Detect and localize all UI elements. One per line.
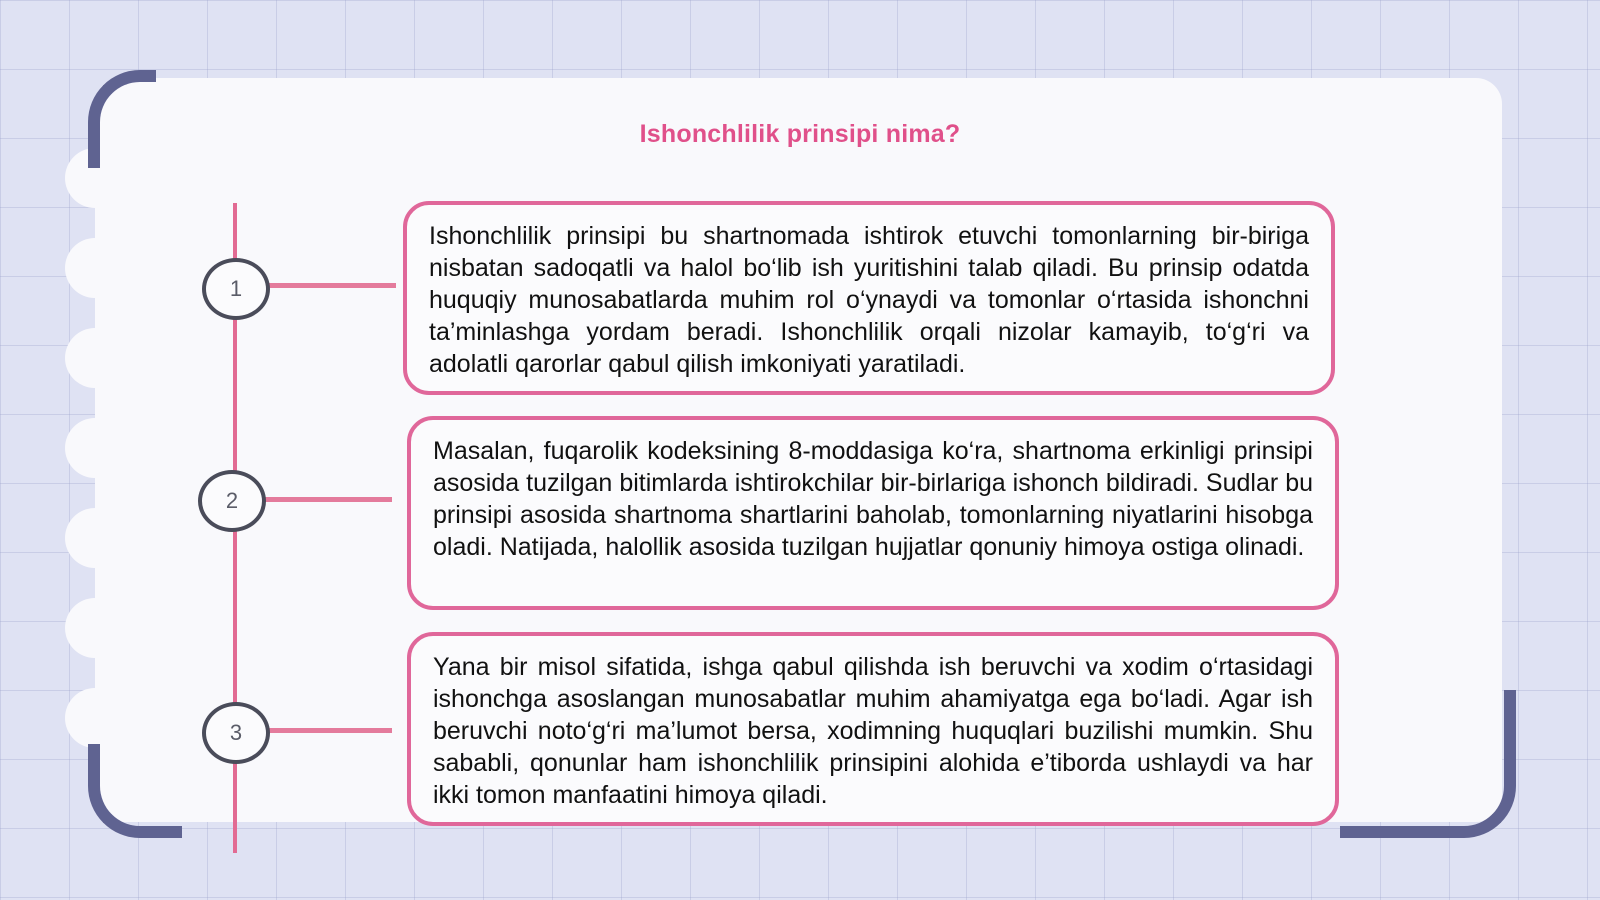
text-box-2: Masalan, fuqarolik kodeksining 8-moddasiga ko‘ra, shartnoma erkinligi prinsipi asosida tuzilgan bitimlarda ishtirokchilar bir-birlariga ishonch bildiradi. Sudlar bu prinsipi asosida shartnoma shartlarini baholab, tomonlarning niyatlarini hisobga oladi. Natijada, halollik asosida tuzilgan hujjatlar qonuniy himoya ostiga olinadi.: [407, 416, 1339, 610]
scallop-edge: [65, 688, 125, 748]
scallop-edge: [65, 418, 125, 478]
frame-corner-bottom-right: [1340, 690, 1516, 838]
text-box-3: Yana bir misol sifatida, ishga qabul qilishda ish beruvchi va xodim o‘rtasidagi ishonchga asoslangan munosabatlar muhim ahamiyatga ega bo‘ladi. Agar ish beruvchi noto‘g‘ri ma’lumot bersa, xodimning huquqlari buzilishi mumkin. Shu sababli, qonunlar ham ishonchlilik prinsipini alohida e’tiborda ushlaydi va har ikki tomon manfaatini himoya qiladi.: [407, 632, 1339, 826]
frame-corner-bottom-left: [88, 744, 182, 838]
scallop-edge: [65, 328, 125, 388]
step-number-2: 2: [198, 470, 266, 532]
scallop-edge: [65, 508, 125, 568]
slide-title: Ishonchlilik prinsipi nima?: [639, 120, 961, 148]
scallop-edge: [65, 598, 125, 658]
timeline-connector: [262, 497, 392, 502]
timeline-connector: [266, 283, 396, 288]
step-number-3: 3: [202, 702, 270, 764]
timeline-connector: [266, 728, 392, 733]
scallop-edge: [65, 238, 125, 298]
frame-corner-top-left: [88, 70, 156, 168]
step-number-1: 1: [202, 258, 270, 320]
text-box-1: Ishonchlilik prinsipi bu shartnomada ishtirok etuvchi tomonlarning bir-biriga nisbatan sadoqatli va halol bo‘lib ish yuritishini talab qiladi. Bu prinsip odatda huquqiy munosabatlarda muhim rol o‘ynaydi va tomonlar o‘rtasida ishonchni ta’minlashga yordam beradi. Ishonchlilik orqali nizolar kamayib, to‘g‘ri va adolatli qarorlar qabul qilish imkoniyati yaratiladi.: [403, 201, 1335, 395]
